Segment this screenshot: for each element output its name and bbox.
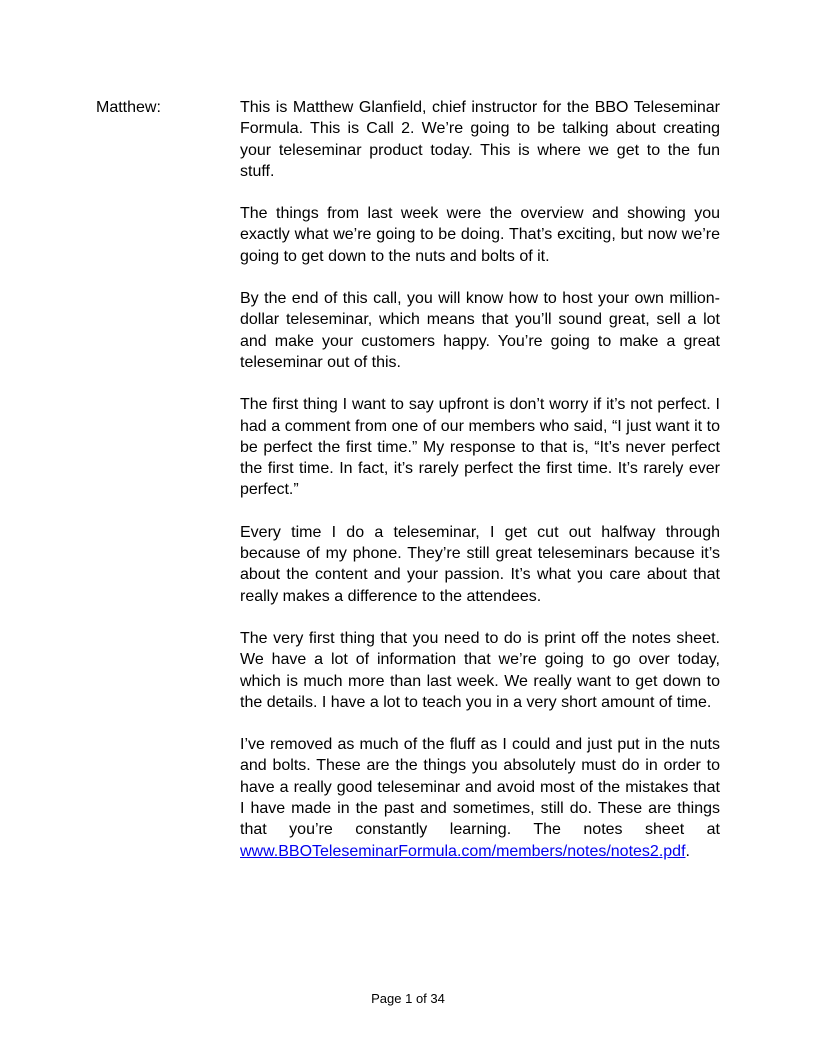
paragraph-7-end: . bbox=[685, 842, 690, 860]
paragraph-7-text: I’ve removed as much of the fluff as I could and just put in the nuts and bolts. These are the things you absolutely must do in order to have a really good teleseminar and avoid most of the mistakes that I have made in the past and sometimes, still do. These are things that you’re constantly learning. The notes sheet at bbox=[240, 736, 720, 839]
paragraph-1: This is Matthew Glanfield, chief instructor for the BBO Teleseminar Formula. This is Call 2. We’re going to be talking about creating your teleseminar product today. This is where we get to the fun stuff. bbox=[240, 99, 720, 180]
transcript-body bbox=[240, 97, 720, 883]
paragraph-2: The things from last week were the overview and showing you exactly what we’re going to be doing. That’s exciting, but now we’re going to get down to the nuts and bolts of it. bbox=[240, 205, 720, 265]
speaker-label: Matthew: bbox=[96, 99, 161, 116]
paragraph-7 bbox=[240, 734, 720, 862]
page-number: Page 1 of 34 bbox=[371, 991, 445, 1006]
notes-pdf-link[interactable]: www.BBOTeleseminarFormula.com/members/notes/notes2.pdf bbox=[240, 842, 686, 860]
paragraph-6: The very first thing that you need to do is print off the notes sheet. We have a lot of information that we’re going to go over today, which is much more than last week. We really want to get down to the details. I have a lot to teach you in a very short amount of time. bbox=[240, 629, 720, 711]
paragraph-4: The first thing I want to say upfront is don’t worry if it’s not perfect. I had a comment from one of our members who said, “I just want it to be perfect the first time.” My response to that is, “It’s never perfect the first time. In fact, it’s rarely perfect the first time. It’s rarely ever perfect.” bbox=[240, 396, 720, 499]
paragraph-3: By the end of this call, you will know how to host your own million-dollar teleseminar, which means that you’ll sound great, sell a lot and make your customers happy. You’re going to make a great teleseminar out of this. bbox=[240, 290, 720, 371]
paragraph-5: Every time I do a teleseminar, I get cut out halfway through because of my phone. They’re still great teleseminars because it’s about the content and your passion. It’s what you care about that really makes a difference to the attendees. bbox=[240, 523, 720, 605]
